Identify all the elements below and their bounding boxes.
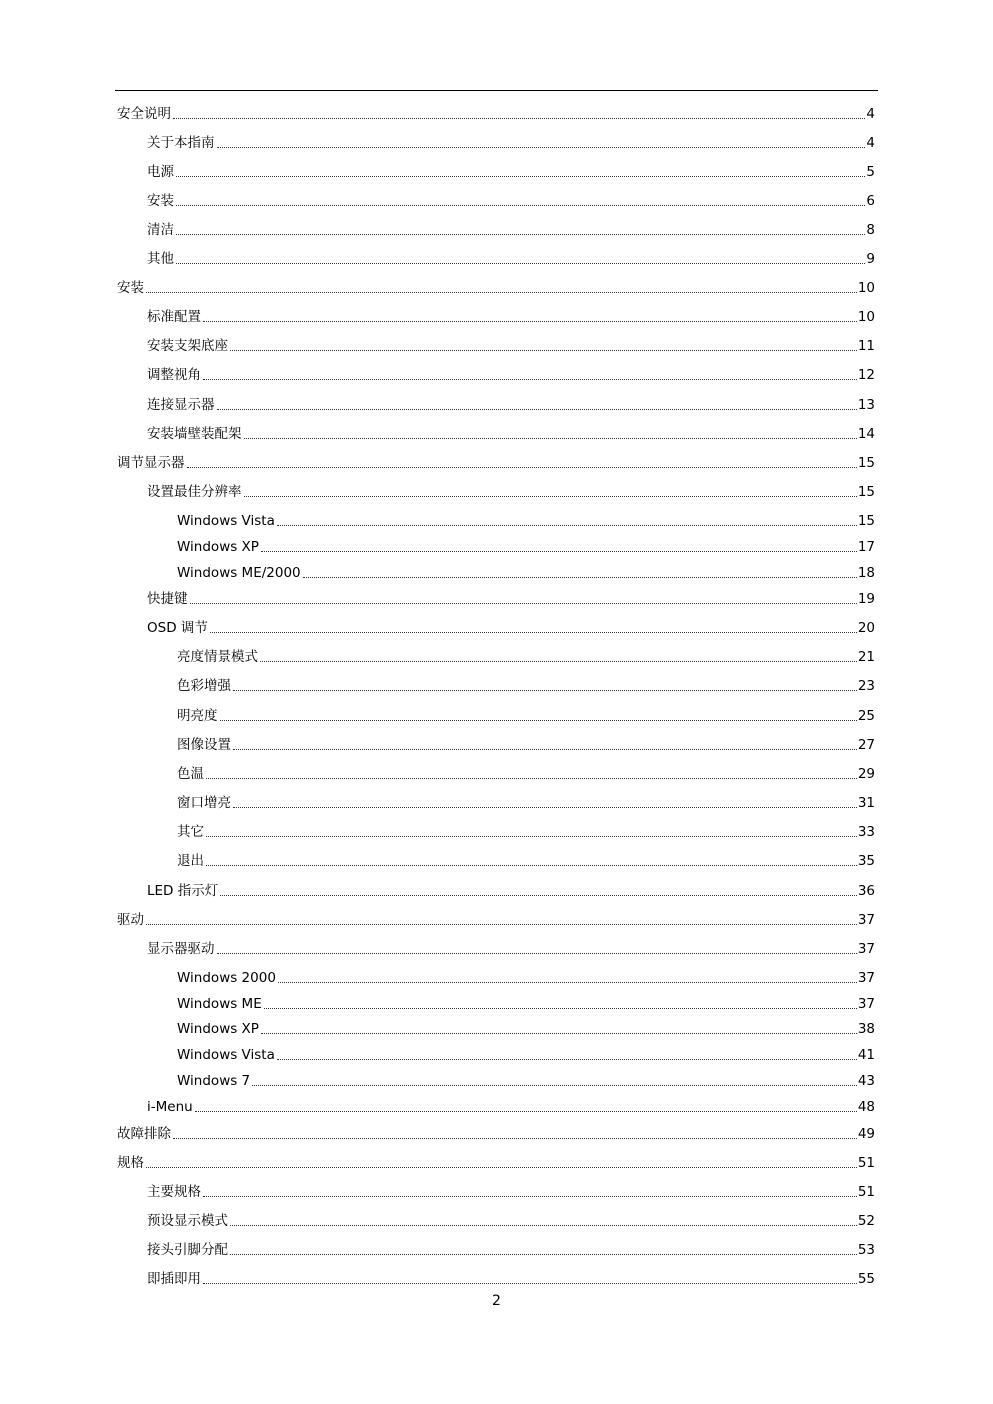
toc-entry-title: LED 指示灯 <box>147 883 219 899</box>
toc-entry[interactable] <box>177 845 875 869</box>
toc-dot-leader <box>230 1254 857 1255</box>
toc-entry-title: 色彩增强 <box>177 678 231 694</box>
toc-entry-page: 5 <box>866 164 875 180</box>
toc-entry-title: 清洁 <box>147 222 174 238</box>
toc-entry-title: 调整视角 <box>147 367 201 383</box>
toc-entry[interactable] <box>147 156 875 180</box>
toc-entry[interactable] <box>147 243 875 267</box>
toc-entry-title: 连接显示器 <box>147 397 215 413</box>
toc-dot-leader <box>206 778 857 779</box>
toc-entry-page: 35 <box>857 853 875 869</box>
toc-entry-title: 电源 <box>147 164 174 180</box>
toc-entry-title: 快捷键 <box>147 591 188 607</box>
toc-dot-leader <box>146 924 857 925</box>
toc-entry-title: 明亮度 <box>177 708 218 724</box>
toc-entry-page: 43 <box>857 1073 875 1089</box>
toc-entry-page: 8 <box>866 222 875 238</box>
toc-entry[interactable] <box>147 1263 875 1287</box>
toc-entry[interactable] <box>117 98 875 122</box>
toc-entry[interactable] <box>147 214 875 238</box>
toc-entry-title: Windows 2000 <box>177 970 276 986</box>
toc-entry-title: 驱动 <box>117 912 144 928</box>
toc-entry[interactable] <box>177 1039 875 1063</box>
toc-entry[interactable] <box>147 301 875 325</box>
toc-entry[interactable] <box>177 700 875 724</box>
toc-entry-page: 19 <box>857 591 875 607</box>
toc-dot-leader <box>206 865 857 866</box>
toc-entry[interactable] <box>147 875 875 899</box>
toc-entry-page: 17 <box>857 539 875 555</box>
toc-entry-page: 21 <box>857 649 875 665</box>
toc-dot-leader <box>210 632 857 633</box>
toc-dot-leader <box>190 603 857 604</box>
toc-entry-page: 52 <box>857 1213 875 1229</box>
toc-entry-title: 规格 <box>117 1155 144 1171</box>
toc-entry-page: 27 <box>857 737 875 753</box>
toc-dot-leader <box>278 982 857 983</box>
toc-entry-title: 设置最佳分辨率 <box>147 484 242 500</box>
toc-entry-page: 9 <box>866 251 875 267</box>
toc-entry[interactable] <box>117 447 875 471</box>
toc-dot-leader <box>217 953 857 954</box>
toc-dot-leader <box>220 895 857 896</box>
toc-entry-title: 故障排除 <box>117 1126 171 1142</box>
toc-dot-leader <box>277 525 857 526</box>
toc-entry[interactable] <box>177 758 875 782</box>
toc-entry[interactable] <box>147 1091 875 1115</box>
toc-entry-page: 10 <box>857 280 875 296</box>
toc-entry-title: 亮度情景模式 <box>177 649 258 665</box>
toc-dot-leader <box>260 661 857 662</box>
toc-entry-page: 4 <box>866 106 875 122</box>
toc-dot-leader <box>261 551 857 552</box>
toc-entry-title: Windows Vista <box>177 1047 275 1063</box>
toc-entry[interactable] <box>177 729 875 753</box>
toc-dot-leader <box>146 1167 857 1168</box>
toc-dot-leader <box>173 118 865 119</box>
toc-entry-page: 33 <box>857 824 875 840</box>
toc-entry-page: 4 <box>866 135 875 151</box>
toc-entry-title: 调节显示器 <box>117 455 185 471</box>
toc-entry-page: 10 <box>857 309 875 325</box>
toc-dot-leader <box>217 409 857 410</box>
toc-entry-page: 49 <box>857 1126 875 1142</box>
toc-entry-page: 15 <box>857 484 875 500</box>
toc-dot-leader <box>233 690 857 691</box>
toc-entry-page: 23 <box>857 678 875 694</box>
toc-dot-leader <box>203 1283 857 1284</box>
toc-entry-title: i-Menu <box>147 1099 193 1115</box>
toc-entry-page: 15 <box>857 455 875 471</box>
toc-entry-page: 48 <box>857 1099 875 1115</box>
toc-entry[interactable] <box>177 641 875 665</box>
toc-entry-page: 36 <box>857 883 875 899</box>
toc-dot-leader <box>176 263 865 264</box>
toc-entry-page: 51 <box>857 1155 875 1171</box>
toc-entry-title: 其它 <box>177 824 204 840</box>
toc-entry[interactable] <box>117 1147 875 1171</box>
toc-dot-leader <box>176 176 865 177</box>
toc-dot-leader <box>303 577 857 578</box>
toc-entry-page: 14 <box>857 426 875 442</box>
toc-entry[interactable] <box>177 988 875 1012</box>
toc-entry[interactable] <box>147 127 875 151</box>
toc-dot-leader <box>230 350 857 351</box>
toc-entry[interactable] <box>147 1176 875 1200</box>
toc-entry-page: 53 <box>857 1242 875 1258</box>
toc-dot-leader <box>244 438 857 439</box>
toc-dot-leader <box>261 1033 857 1034</box>
toc-entry-page: 38 <box>857 1021 875 1037</box>
toc-dot-leader <box>206 836 857 837</box>
toc-entry-page: 29 <box>857 766 875 782</box>
toc-dot-leader <box>233 749 857 750</box>
toc-entry-title: 接头引脚分配 <box>147 1242 228 1258</box>
toc-entry[interactable] <box>147 418 875 442</box>
toc-entry[interactable] <box>117 904 875 928</box>
toc-dot-leader <box>203 1196 857 1197</box>
toc-entry-page: 20 <box>857 620 875 636</box>
toc-entry-title: 安全说明 <box>117 106 171 122</box>
toc-entry[interactable] <box>147 359 875 383</box>
toc-entry-page: 18 <box>857 565 875 581</box>
toc-entry[interactable] <box>147 476 875 500</box>
toc-entry[interactable] <box>147 933 875 957</box>
toc-entry-title: OSD 调节 <box>147 620 208 636</box>
toc-dot-leader <box>277 1059 857 1060</box>
header-rule <box>115 90 878 91</box>
toc-entry-title: 安装墙壁装配架 <box>147 426 242 442</box>
toc-dot-leader <box>203 321 857 322</box>
toc-dot-leader <box>220 720 857 721</box>
toc-entry-page: 12 <box>857 367 875 383</box>
toc-entry-title: Windows 7 <box>177 1073 251 1089</box>
toc-entry-title: 主要规格 <box>147 1184 201 1200</box>
toc-entry-title: Windows XP <box>177 1021 259 1037</box>
toc-entry-title: 显示器驱动 <box>147 941 215 957</box>
toc-dot-leader <box>264 1008 857 1009</box>
toc-entry[interactable] <box>147 1234 875 1258</box>
toc-entry-title: 预设显示模式 <box>147 1213 228 1229</box>
toc-entry-page: 37 <box>857 970 875 986</box>
toc-entry-title: 安装支架底座 <box>147 338 228 354</box>
toc-dot-leader <box>146 292 857 293</box>
page-number: 2 <box>492 1293 501 1309</box>
toc-entry-title: 退出 <box>177 853 204 869</box>
toc-entry-title: 安装 <box>117 280 144 296</box>
toc-entry-page: 37 <box>857 941 875 957</box>
toc-entry[interactable] <box>147 185 875 209</box>
toc-entry-title: Windows ME <box>177 996 262 1012</box>
toc-entry-page: 55 <box>857 1271 875 1287</box>
toc-entry[interactable] <box>177 557 875 581</box>
toc-entry-page: 51 <box>857 1184 875 1200</box>
toc-entry[interactable] <box>147 583 875 607</box>
toc-entry[interactable] <box>177 505 875 529</box>
toc-entry[interactable] <box>177 1065 875 1089</box>
toc-entry-page: 25 <box>857 708 875 724</box>
toc-dot-leader <box>244 496 857 497</box>
toc-dot-leader <box>195 1111 857 1112</box>
toc-entry-title: 标准配置 <box>147 309 201 325</box>
toc-entry[interactable] <box>117 1118 875 1142</box>
toc-entry[interactable] <box>177 670 875 694</box>
toc-dot-leader <box>252 1085 857 1086</box>
toc-entry[interactable] <box>177 1013 875 1037</box>
toc-entry-title: 关于本指南 <box>147 135 215 151</box>
toc-dot-leader <box>233 807 857 808</box>
toc-entry-page: 37 <box>857 912 875 928</box>
toc-entry-title: 窗口增亮 <box>177 795 231 811</box>
toc-entry[interactable] <box>177 962 875 986</box>
toc-dot-leader <box>187 467 857 468</box>
toc-entry-page: 6 <box>866 193 875 209</box>
toc-entry[interactable] <box>177 787 875 811</box>
toc-entry[interactable] <box>177 531 875 555</box>
toc-entry[interactable] <box>147 389 875 413</box>
toc-entry-title: 图像设置 <box>177 737 231 753</box>
toc-entry-page: 11 <box>857 338 875 354</box>
toc-entry-title: 即插即用 <box>147 1271 201 1287</box>
toc-dot-leader <box>176 234 865 235</box>
toc-entry[interactable] <box>147 1205 875 1229</box>
toc-entry[interactable] <box>117 272 875 296</box>
toc-entry[interactable] <box>147 330 875 354</box>
toc-entry-page: 37 <box>857 996 875 1012</box>
toc-entry-title: Windows ME/2000 <box>177 565 301 581</box>
toc-entry[interactable] <box>177 816 875 840</box>
toc-dot-leader <box>173 1138 857 1139</box>
toc-entry-page: 13 <box>857 397 875 413</box>
toc-dot-leader <box>176 205 865 206</box>
toc-entry-title: 安装 <box>147 193 174 209</box>
toc-entry-title: Windows XP <box>177 539 259 555</box>
toc-entry-page: 41 <box>857 1047 875 1063</box>
toc-dot-leader <box>230 1225 857 1226</box>
toc-dot-leader <box>203 379 857 380</box>
toc-entry[interactable] <box>147 612 875 636</box>
toc-entry-page: 31 <box>857 795 875 811</box>
toc-entry-title: Windows Vista <box>177 513 275 529</box>
toc-dot-leader <box>217 147 866 148</box>
toc-entry-title: 其他 <box>147 251 174 267</box>
toc-entry-page: 15 <box>857 513 875 529</box>
toc-entry-title: 色温 <box>177 766 204 782</box>
